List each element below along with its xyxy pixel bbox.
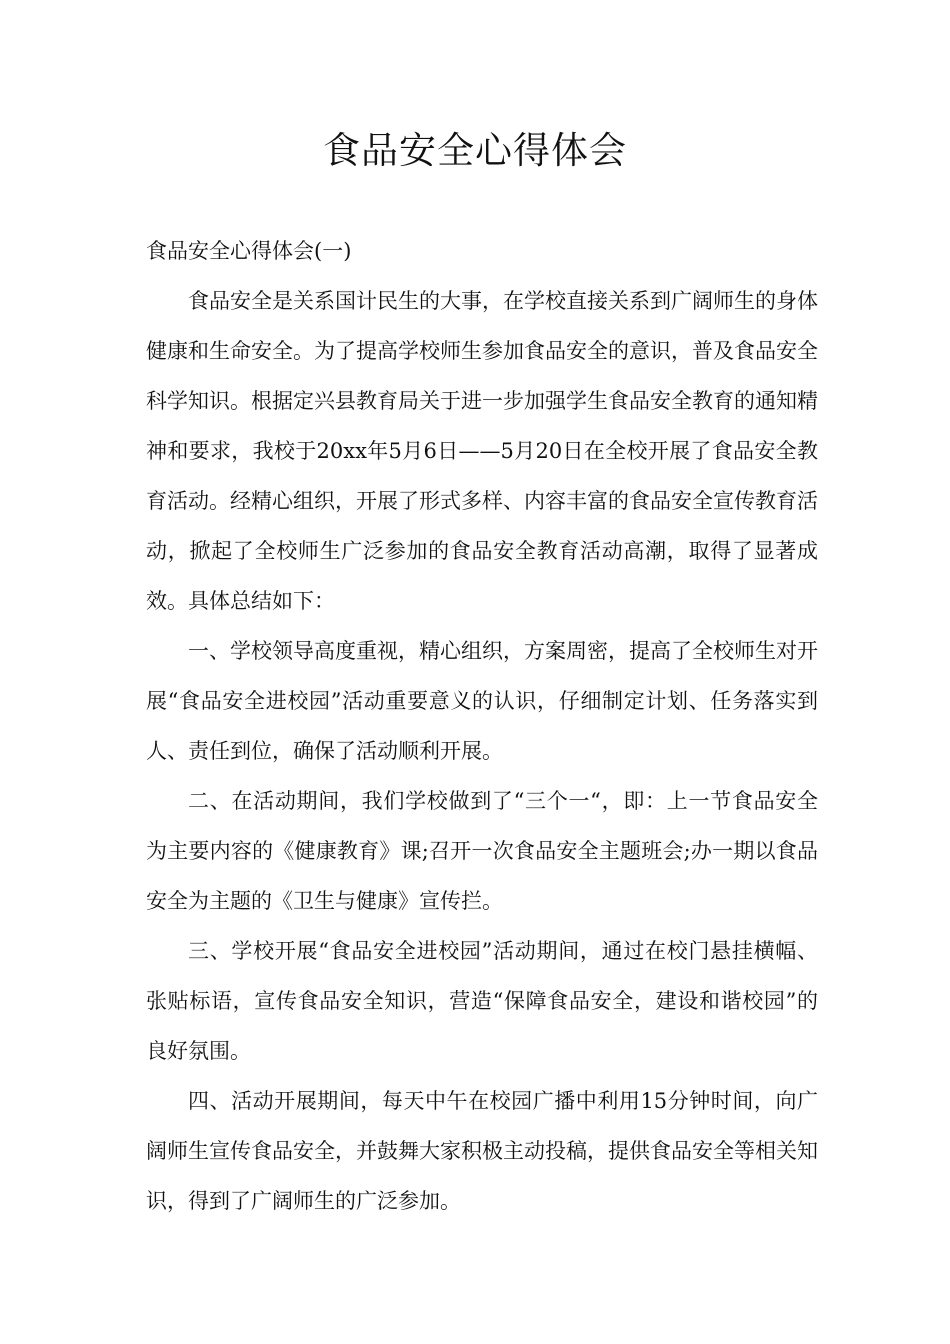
paragraph-point-1: 一、学校领导高度重视，精心组织，方案周密，提高了全校师生对开展“食品安全进校园”活动重要意义的认识，仔细制定计划、任务落实到人、责任到位，确保了活动顺利开展。	[146, 639, 818, 763]
document-body	[146, 226, 818, 1226]
paragraph-intro: 食品安全是关系国计民生的大事，在学校直接关系到广阔师生的身体健康和生命安全。为了提高学校师生参加食品安全的意识，普及食品安全科学知识。根据定兴县教育局关于进一步加强学生食品安全教育的通知精神和要求，我校于20xx年5月6日——5月20日在全校开展了食品安全教育活动。经精心组织，开展了形式多样、内容丰富的食品安全宣传教育活动，掀起了全校师生广泛参加的食品安全教育活动高潮，取得了显著成效。具体总结如下：	[146, 289, 818, 613]
section-heading: 食品安全心得体会(一)	[146, 239, 352, 263]
paragraph-point-2: 二、在活动期间，我们学校做到了“三个一“，即：上一节食品安全为主要内容的《健康教育》课;召开一次食品安全主题班会;办一期以食品安全为主题的《卫生与健康》宣传拦。	[146, 789, 818, 913]
document-title: 食品安全心得体会	[323, 129, 627, 172]
paragraph-point-4: 四、活动开展期间，每天中午在校园广播中利用15分钟时间，向广阔师生宣传食品安全，并鼓舞大家积极主动投稿，提供食品安全等相关知识，得到了广阔师生的广泛参加。	[146, 1089, 818, 1213]
paragraph-point-3: 三、学校开展“食品安全进校园”活动期间，通过在校门悬挂横幅、张贴标语，宣传食品安全知识，营造“保障食品安全，建设和谐校园”的良好氛围。	[146, 939, 818, 1063]
